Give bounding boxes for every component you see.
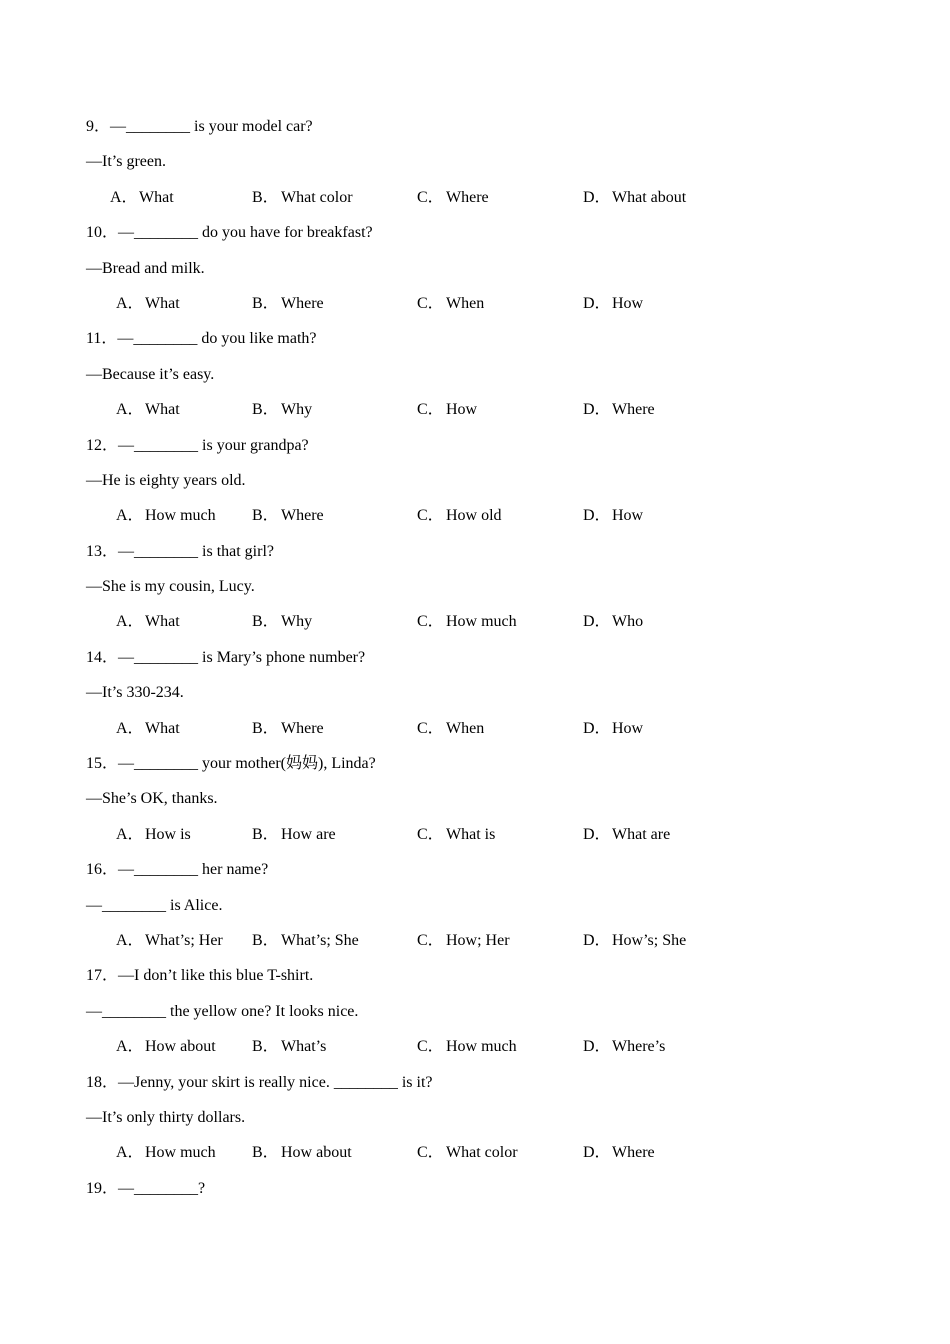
question-stem [86, 428, 886, 463]
option-d: D．How [583, 507, 644, 525]
question-number: 10． [86, 224, 119, 242]
question-response: —________ is Alice. [86, 896, 223, 914]
question-number: 18． [86, 1073, 119, 1091]
option-a: A．What [116, 719, 180, 737]
option-d: D．Where’s [583, 1038, 666, 1056]
question-text: —________ is that girl? [118, 542, 274, 560]
option-b: B． How about [252, 1144, 352, 1162]
question-response: —It’s only thirty dollars. [86, 1108, 246, 1126]
question-response: —She’s OK, thanks. [86, 790, 218, 808]
option-d: D．How [583, 294, 644, 312]
question-stem [86, 640, 886, 675]
question-stem [86, 958, 886, 993]
option-c: C． When [417, 294, 485, 312]
question-response: —________ the yellow one? It looks nice. [86, 1002, 359, 1020]
question-stem [86, 852, 886, 887]
question-number: 13． [86, 542, 119, 560]
option-row [86, 180, 886, 215]
question-text: —________ your mother(妈妈), Linda? [118, 755, 376, 773]
option-c: C． How [417, 401, 478, 419]
question-number: 16． [86, 861, 119, 879]
option-row [86, 1029, 886, 1064]
question-response: —It’s 330-234. [86, 684, 184, 702]
option-b: B． How are [252, 825, 336, 843]
question-number: 12． [86, 436, 119, 454]
option-d: D．Where [583, 1144, 655, 1162]
option-d: D．Who [583, 613, 644, 631]
option-c: C． What color [417, 1144, 518, 1162]
option-c: C． Where [417, 188, 489, 206]
option-c: C． What is [417, 825, 496, 843]
question-stem [86, 1065, 886, 1100]
question-text: —________ is your model car? [110, 118, 313, 135]
option-b: B． Why [252, 401, 313, 419]
option-a: A．How much [116, 507, 216, 525]
question-response: —Because it’s easy. [86, 365, 215, 383]
question-stem [86, 321, 886, 356]
option-a: A．What’s; Her [116, 931, 223, 949]
question-text: —________? [118, 1179, 206, 1197]
option-row [86, 392, 886, 427]
option-b: B． Where [252, 507, 324, 525]
option-row [86, 1135, 886, 1170]
option-c: C． How much [417, 613, 517, 631]
question-text: —________ do you like math? [117, 330, 317, 348]
question-number: 9． [86, 118, 111, 135]
option-c: C． How much [417, 1038, 517, 1056]
option-row [86, 923, 886, 958]
option-a: A．How about [116, 1038, 216, 1056]
question-response: —Bread and milk. [86, 259, 205, 277]
option-d: D．Where [583, 401, 655, 419]
option-d: D．How’s; She [583, 931, 687, 949]
question-response: —She is my cousin, Lucy. [86, 578, 255, 596]
option-a: A．What [110, 188, 174, 206]
question-stem [86, 109, 886, 144]
question-text: —________ is Mary’s phone number? [118, 648, 366, 666]
question-text: —I don’t like this blue T-shirt. [118, 967, 314, 985]
option-d: D．How [583, 719, 644, 737]
option-b: B． What’s; She [252, 931, 359, 949]
question-stem [86, 1171, 886, 1206]
question-list [86, 109, 886, 1206]
option-b: B． Where [252, 719, 324, 737]
option-a: A．What [116, 613, 180, 631]
question-stem [86, 215, 886, 250]
option-a: A．How is [116, 825, 191, 843]
option-b: B． Why [252, 613, 313, 631]
question-number: 19． [86, 1179, 119, 1197]
question-text: —________ is your grandpa? [118, 436, 309, 454]
question-response: —It’s green. [86, 153, 166, 171]
option-b: B． Where [252, 294, 324, 312]
question-number: 11． [86, 330, 118, 348]
option-row [86, 286, 886, 321]
question-stem [86, 746, 886, 781]
option-row [86, 498, 886, 533]
option-d: D．What about [583, 188, 687, 206]
question-number: 17． [86, 967, 119, 985]
question-text: —Jenny, your skirt is really nice. ________ is it? [118, 1073, 433, 1091]
question-number: 14． [86, 648, 119, 666]
question-text: —________ her name? [118, 861, 269, 879]
option-c: C． How old [417, 507, 502, 525]
option-row [86, 711, 886, 746]
option-a: A．What [116, 294, 180, 312]
question-text: —________ do you have for breakfast? [118, 224, 373, 242]
question-response: —He is eighty years old. [86, 471, 246, 489]
option-c: C． When [417, 719, 485, 737]
question-stem [86, 534, 886, 569]
option-row [86, 817, 886, 852]
question-number: 15． [86, 755, 119, 773]
option-b: B． What color [252, 188, 353, 206]
option-a: A．What [116, 401, 180, 419]
option-b: B． What’s [252, 1038, 327, 1056]
option-d: D．What are [583, 825, 671, 843]
option-row [86, 604, 886, 639]
option-c: C． How; Her [417, 931, 510, 949]
option-a: A．How much [116, 1144, 216, 1162]
